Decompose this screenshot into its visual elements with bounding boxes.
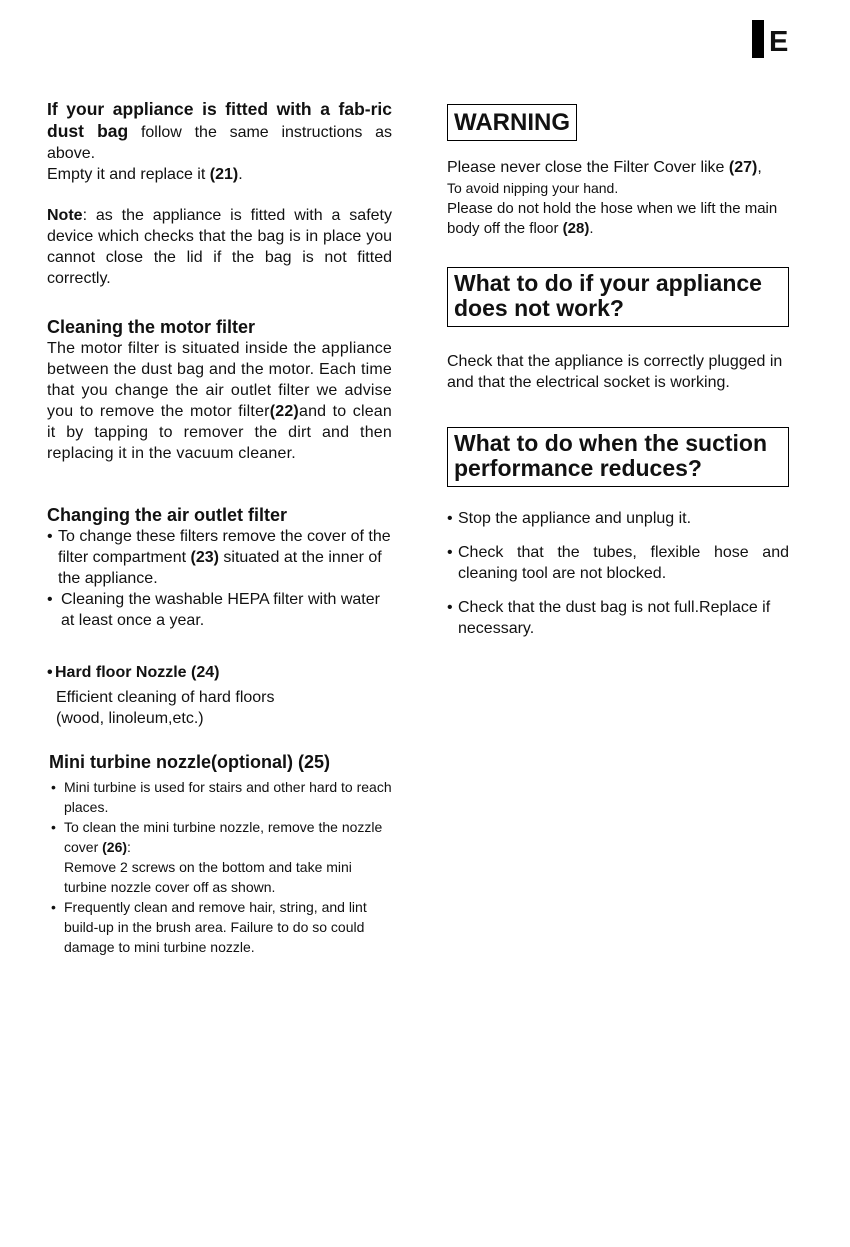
fabric-bag-paragraph: If your appliance is fitted with a fab-ric dust bag follow the same instructions as above. <box>47 99 392 162</box>
mini-turbine-bullet-1: • Mini turbine is used for stairs and other hard to reach places. <box>51 779 392 815</box>
suction-bullet-1: • Stop the appliance and unplug it. <box>447 510 692 527</box>
not-work-title-box: What to do if your appliance does not work? <box>447 267 789 327</box>
mini-turbine-section <box>49 751 394 957</box>
motor-filter-heading: Cleaning the motor filter <box>47 317 256 337</box>
motor-filter-section <box>47 316 392 464</box>
suction-bullet-3: • Check that the dust bag is not full.Replace if necessary. <box>447 599 771 637</box>
note-section <box>47 205 392 289</box>
note-label: Note <box>47 207 83 224</box>
warning-line-1: Please never close the Filter Cover like (27), <box>447 159 762 176</box>
fabric-bag-lead: If your appliance is fitted with a fab-ric dust bag <box>47 99 392 141</box>
air-outlet-heading: Changing the air outlet filter <box>47 505 288 525</box>
suction-section <box>447 427 789 639</box>
warning-section <box>447 104 789 239</box>
warning-line-3: Please do not hold the hose when we lift the main body off the floor (28). <box>447 200 778 237</box>
suction-title-box: What to do when the suction performance reduces? <box>447 427 789 487</box>
hard-floor-heading: • Hard floor Nozzle (24) <box>47 664 220 681</box>
motor-filter-paragraph: The motor filter is situated inside the appliance between the dust bag and the motor. Each time that you change the air outlet filter we advise you to remove the motor filter(22)and to clean it by tapping to remover the dirt and then replacing it in the vacuum cleaner. <box>47 340 392 462</box>
warning-title-box: WARNING <box>447 104 577 141</box>
hard-floor-line-2: (wood, linoleum,etc.) <box>56 710 204 727</box>
not-work-section <box>447 267 789 393</box>
air-outlet-section <box>47 504 392 631</box>
language-tab-bar <box>752 20 764 58</box>
mini-turbine-bullet-2: • To clean the mini turbine nozzle, remove the nozzle cover (26): Remove 2 screws on the bottom and take mini turbine nozzle cover off as shown. <box>51 819 383 895</box>
empty-bag-line: Empty it and replace it (21). <box>47 166 243 183</box>
language-tab-letter: E <box>769 26 789 58</box>
mini-turbine-heading: Mini turbine nozzle(optional) (25) <box>49 752 330 772</box>
fabric-bag-section <box>47 99 392 185</box>
hard-floor-line-1: Efficient cleaning of hard floors <box>56 689 275 706</box>
air-outlet-bullet-2: • Cleaning the washable HEPA filter with water at least once a year. <box>47 591 380 629</box>
suction-bullet-2: • Check that the tubes, flexible hose and cleaning tool are not blocked. <box>447 544 789 582</box>
note-paragraph: Note: as the appliance is fitted with a safety device which checks that the bag is in place you cannot close the lid if the bag is not fitted correctly. <box>47 207 392 287</box>
air-outlet-bullet-1: • To change these filters remove the cover of the filter compartment (23) situated at the inner of the appliance. <box>47 528 391 587</box>
hard-floor-section <box>47 662 392 729</box>
warning-line-2: To avoid nipping your hand. <box>447 180 619 196</box>
not-work-paragraph: Check that the appliance is correctly plugged in and that the electrical socket is working. <box>447 353 783 391</box>
mini-turbine-bullet-3: • Frequently clean and remove hair, string, and lint build-up in the brush area. Failure to do so could damage to mini turbine nozzle. <box>51 899 367 955</box>
